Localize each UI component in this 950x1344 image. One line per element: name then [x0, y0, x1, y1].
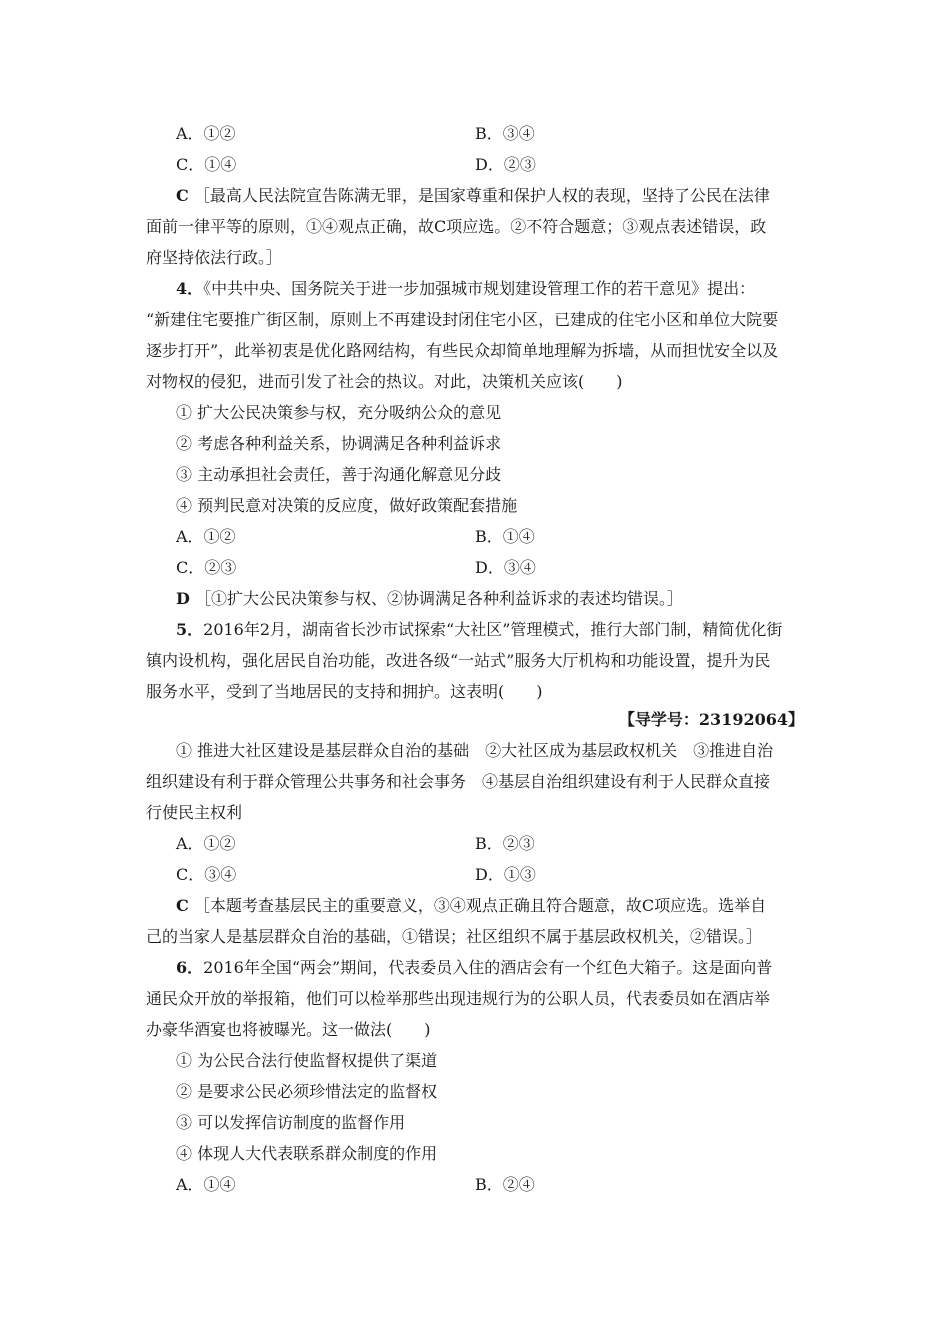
- q3-answer-letter: C: [176, 186, 189, 205]
- q5-statement-line: ① 推进大社区建设是基层群众自治的基础 ②大社区成为基层政权机关 ③推进自治: [176, 741, 774, 760]
- guide-number: 【导学号：23192064】: [618, 710, 804, 729]
- q3-answer-line: [176, 186, 770, 206]
- q4-number: 4．: [176, 279, 204, 298]
- q4-explanation: ［①扩大公民决策参与权、②协调满足各种利益诉求的表述均错误。］: [194, 589, 683, 608]
- q4-answer-letter: D: [176, 589, 190, 608]
- q5-explanation-line: ［本题考查基层民主的重要意义，③④观点正确且符合题意，故C项应选。选举自: [193, 896, 767, 915]
- q5-stem-line: 镇内设机构，强化居民自治功能，改进各级“一站式”服务大厅机构和功能设置，提升为民: [146, 651, 771, 670]
- q6-stem-line: 通民众开放的举报箱，他们可以检举那些出现违规行为的公职人员，代表委员如在酒店举: [146, 989, 771, 1008]
- q5-stem-line: [176, 620, 782, 640]
- q4-statement-1: ① 扩大公民决策参与权，充分吸纳公众的意见: [176, 403, 502, 422]
- q6-statement-4: ④ 体现人大代表联系群众制度的作用: [176, 1144, 438, 1163]
- q5-stem-line: 服务水平，受到了当地居民的支持和拥护。这表明( ): [146, 682, 543, 701]
- q5-option-b: B．②③: [475, 834, 535, 853]
- q4-stem-line: “新建住宅要推广街区制，原则上不再建设封闭住宅小区，已建成的住宅小区和单位大院要: [146, 310, 779, 329]
- q4-option-d: D．③④: [475, 558, 536, 577]
- q6-statement-3: ③ 可以发挥信访制度的监督作用: [176, 1113, 406, 1132]
- q5-number: 5．: [176, 620, 204, 639]
- q4-statement-3: ③ 主动承担社会责任，善于沟通化解意见分歧: [176, 465, 502, 484]
- q5-stem-text: 2016年2月，湖南省长沙市试探索“大社区”管理模式，推行大部门制，精简优化街: [203, 620, 783, 639]
- q5-option-c: C．③④: [176, 865, 237, 884]
- q5-answer-line: [176, 896, 766, 916]
- q4-option-c: C．②③: [176, 558, 237, 577]
- q4-stem-line: [176, 279, 755, 299]
- q5-statement-line: 组织建设有利于群众管理公共事务和社会事务 ④基层自治组织建设有利于人民群众直接: [146, 772, 771, 791]
- q4-stem-line: 对物权的侵犯，进而引发了社会的热议。对此，决策机关应该( ): [146, 372, 623, 391]
- q3-explanation-line: 府坚持依法行政。］: [146, 248, 283, 267]
- q4-statement-2: ② 考虑各种利益关系，协调满足各种利益诉求: [176, 434, 502, 453]
- q6-stem-text: 2016年全国“两会”期间，代表委员入住的酒店会有一个红色大箱子。这是面向普: [203, 958, 773, 977]
- q4-answer-line: [176, 589, 683, 609]
- q4-statement-4: ④ 预判民意对决策的反应度，做好政策配套措施: [176, 496, 518, 515]
- q5-statement-line: 行使民主权利: [146, 803, 243, 822]
- q6-option-b: B．②④: [475, 1175, 535, 1194]
- q6-number: 6．: [176, 958, 204, 977]
- q4-stem-line: 逐步打开”，此举初衷是优化路网结构，有些民众却简单地理解为拆墙，从而担忧安全以及: [146, 341, 779, 360]
- q6-stem-line: [176, 958, 772, 978]
- q6-option-a: A．①④: [176, 1175, 236, 1194]
- q6-statement-2: ② 是要求公民必须珍惜法定的监督权: [176, 1082, 438, 1101]
- q6-stem-line: 办豪华酒宴也将被曝光。这一做法( ): [146, 1020, 431, 1039]
- q4-option-b: B．①④: [475, 527, 535, 546]
- q5-answer-letter: C: [176, 896, 189, 915]
- q5-explanation-line: 己的当家人是基层群众自治的基础，①错误；社区组织不属于基层政权机关，②错误。］: [146, 927, 763, 946]
- q3-option-a: A．①②: [176, 124, 236, 143]
- q5-option-d: D．①③: [475, 865, 536, 884]
- q3-option-b: B．③④: [475, 124, 535, 143]
- q3-option-d: D．②③: [475, 155, 536, 174]
- q3-explanation-line: ［最高人民法院宣告陈满无罪，是国家尊重和保护人权的表现，坚持了公民在法律: [193, 186, 770, 205]
- q4-stem-text: 《中共中央、国务院关于进一步加强城市规划建设管理工作的若干意见》提出：: [203, 279, 756, 298]
- q4-option-a: A．①②: [176, 527, 236, 546]
- q3-option-c: C．①④: [176, 155, 237, 174]
- q6-statement-1: ① 为公民合法行使监督权提供了渠道: [176, 1051, 438, 1070]
- q3-explanation-line: 面前一律平等的原则，①④观点正确，故C项应选。②不符合题意；③观点表述错误，政: [146, 217, 767, 236]
- q5-option-a: A．①②: [176, 834, 236, 853]
